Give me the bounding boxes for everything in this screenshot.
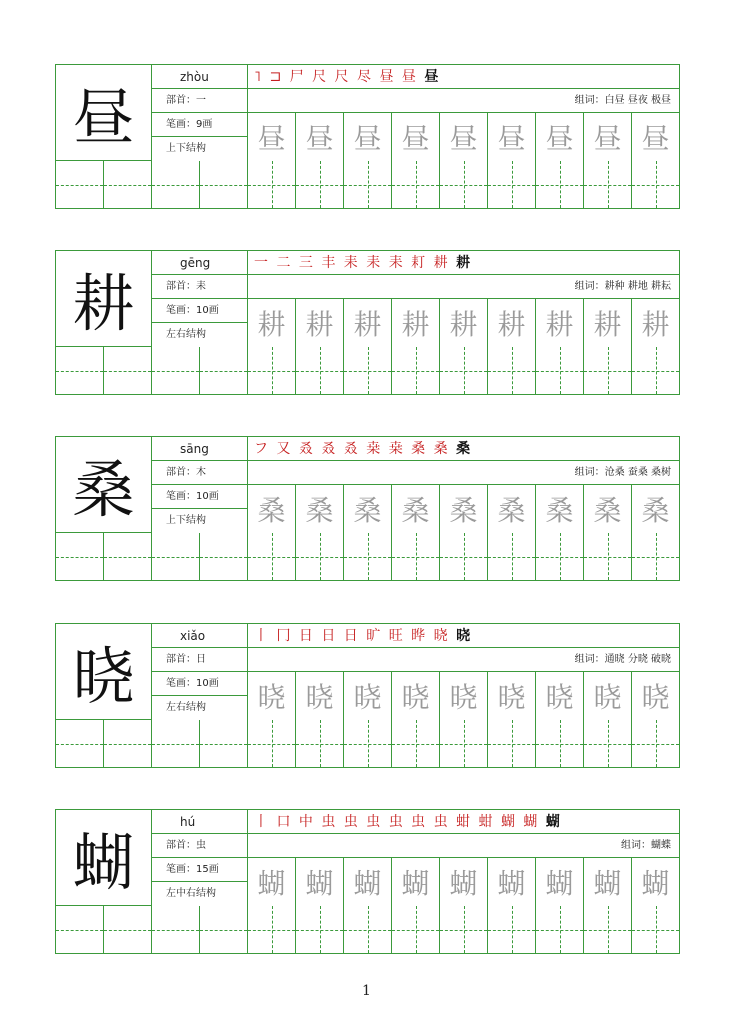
- practice-cell[interactable]: [391, 906, 439, 953]
- trace-character: 晓: [487, 672, 535, 720]
- practice-cell[interactable]: [631, 720, 679, 767]
- model-character: 桑: [56, 437, 152, 533]
- character-card: [55, 250, 680, 395]
- page-number: 1: [362, 983, 371, 999]
- practice-cell[interactable]: [199, 906, 247, 953]
- practice-cell[interactable]: [487, 906, 535, 953]
- character-info: [152, 437, 248, 533]
- model-character: 蝴: [56, 810, 152, 906]
- practice-cell[interactable]: [343, 533, 391, 580]
- trace-character: 耕: [439, 299, 487, 347]
- practice-cell[interactable]: [295, 720, 343, 767]
- character-card: [55, 623, 680, 768]
- practice-cell[interactable]: [391, 720, 439, 767]
- trace-character: 耕: [343, 299, 391, 347]
- structure: 左右结构: [166, 702, 206, 713]
- radical: 部首：木: [152, 461, 247, 485]
- trace-character: 晓: [391, 672, 439, 720]
- trace-character: 蝴: [631, 858, 679, 906]
- trace-character: 昼: [391, 113, 439, 161]
- practice-cell[interactable]: [56, 161, 103, 208]
- stroke-order: [248, 65, 679, 89]
- tracing-row: [248, 858, 679, 906]
- pinyin: zhòu: [152, 65, 247, 89]
- stroke-count: 笔画：10画: [152, 672, 247, 696]
- model-character: 晓: [56, 624, 152, 720]
- stroke-sequence: フ 又 叒 叒 叒 桒 桒 桑 桑: [254, 441, 450, 457]
- word-examples: 组词：白昼 昼夜 极昼: [248, 89, 679, 113]
- practice-grid: [56, 720, 679, 767]
- trace-character: 昼: [439, 113, 487, 161]
- practice-cell[interactable]: [151, 347, 199, 394]
- structure: 上下结构: [166, 515, 206, 526]
- character-info: [152, 624, 248, 720]
- practice-cell[interactable]: [439, 161, 487, 208]
- trace-character: 耕: [535, 299, 583, 347]
- trace-character: 桑: [487, 485, 535, 533]
- trace-character: 桑: [343, 485, 391, 533]
- trace-character: 蝴: [583, 858, 631, 906]
- stroke-sequence: ˥ ⊐ 尸 尺 尺 尽 昼 昼: [254, 69, 418, 85]
- stroke-count: 笔画：15画: [152, 858, 247, 882]
- character-info: [152, 65, 248, 161]
- character-card: [55, 436, 680, 581]
- trace-character: 桑: [439, 485, 487, 533]
- stroke-sequence: 丨 口 中 虫 虫 虫 虫 虫 虫 蚶 蚶 蝴 蝴: [254, 814, 540, 830]
- radical: 部首：耒: [152, 275, 247, 299]
- trace-character: 晓: [295, 672, 343, 720]
- trace-character: 耕: [487, 299, 535, 347]
- practice-cell[interactable]: [439, 720, 487, 767]
- trace-character: 晓: [439, 672, 487, 720]
- practice-cell[interactable]: [295, 533, 343, 580]
- trace-character: 蝴: [439, 858, 487, 906]
- practice-cell[interactable]: [535, 720, 583, 767]
- stroke-count: 笔画：10画: [152, 485, 247, 509]
- practice-cell[interactable]: [56, 533, 103, 580]
- practice-cell[interactable]: [583, 720, 631, 767]
- trace-character: 晓: [257, 681, 286, 714]
- trace-character: 昼: [343, 113, 391, 161]
- trace-character: 耕: [257, 308, 286, 341]
- practice-grid: [56, 533, 679, 580]
- practice-cell[interactable]: [56, 906, 103, 953]
- practice-cell[interactable]: [103, 533, 151, 580]
- practice-cell[interactable]: [103, 347, 151, 394]
- stroke-order: [248, 810, 679, 834]
- practice-cell[interactable]: [487, 533, 535, 580]
- practice-cell[interactable]: [535, 906, 583, 953]
- practice-cell[interactable]: [343, 906, 391, 953]
- practice-cell[interactable]: [631, 906, 679, 953]
- trace-character: 晓: [583, 672, 631, 720]
- pinyin: xiǎo: [152, 624, 247, 648]
- stroke-final: 桑: [456, 441, 473, 457]
- practice-cell[interactable]: [343, 161, 391, 208]
- trace-character: 桑: [391, 485, 439, 533]
- practice-cell[interactable]: [103, 720, 151, 767]
- tracing-row: [248, 299, 679, 347]
- practice-cell[interactable]: [343, 347, 391, 394]
- practice-cell[interactable]: [103, 906, 151, 953]
- practice-cell[interactable]: [391, 533, 439, 580]
- pinyin: hú: [152, 810, 247, 834]
- character-card: [55, 64, 680, 209]
- practice-cell[interactable]: [199, 347, 247, 394]
- pinyin: gēng: [152, 251, 247, 275]
- trace-character: 耕: [391, 299, 439, 347]
- model-character: 耕: [56, 251, 152, 347]
- practice-cell[interactable]: [391, 161, 439, 208]
- trace-character: 蝴: [487, 858, 535, 906]
- trace-character: 蝴: [295, 858, 343, 906]
- tracing-row: [248, 485, 679, 533]
- character-info: [152, 251, 248, 347]
- tracing-row: [248, 113, 679, 161]
- trace-character: 晓: [343, 672, 391, 720]
- model-character: 昼: [56, 65, 152, 161]
- structure: 左右结构: [166, 329, 206, 340]
- practice-cell[interactable]: [56, 347, 103, 394]
- character-info: [152, 810, 248, 906]
- trace-character: 蝴: [343, 858, 391, 906]
- word-examples: 组词：通晓 分晓 破晓: [248, 648, 679, 672]
- practice-cell[interactable]: [247, 347, 295, 394]
- practice-cell[interactable]: [391, 347, 439, 394]
- practice-cell[interactable]: [151, 161, 199, 208]
- radical: 部首：日: [152, 648, 247, 672]
- stroke-count: 笔画：10画: [152, 299, 247, 323]
- character-card: [55, 809, 680, 954]
- practice-cell[interactable]: [199, 161, 247, 208]
- practice-cell[interactable]: [247, 720, 295, 767]
- practice-cell[interactable]: [439, 906, 487, 953]
- structure: 上下结构: [166, 143, 206, 154]
- practice-cell[interactable]: [583, 906, 631, 953]
- practice-cell[interactable]: [631, 161, 679, 208]
- practice-cell[interactable]: [487, 161, 535, 208]
- trace-character: 蝴: [257, 867, 286, 900]
- trace-character: 晓: [535, 672, 583, 720]
- stroke-sequence: 丨 冂 日 日 日 旷 旺 晔 晓: [254, 628, 450, 644]
- trace-character: 桑: [631, 485, 679, 533]
- tracing-row: [248, 672, 679, 720]
- practice-cell[interactable]: [199, 720, 247, 767]
- trace-character: 蝴: [535, 858, 583, 906]
- trace-character: 晓: [631, 672, 679, 720]
- stroke-final: 晓: [456, 628, 473, 644]
- trace-character: 耕: [631, 299, 679, 347]
- practice-cell[interactable]: [151, 720, 199, 767]
- practice-cell[interactable]: [151, 906, 199, 953]
- practice-cell[interactable]: [535, 347, 583, 394]
- trace-character: 耕: [583, 299, 631, 347]
- practice-cell[interactable]: [583, 347, 631, 394]
- practice-cell[interactable]: [247, 533, 295, 580]
- stroke-count: 笔画：9画: [152, 113, 247, 137]
- practice-cell[interactable]: [247, 161, 295, 208]
- trace-character: 桑: [295, 485, 343, 533]
- stroke-order: [248, 437, 679, 461]
- practice-cell[interactable]: [583, 161, 631, 208]
- practice-cell[interactable]: [343, 720, 391, 767]
- practice-cell[interactable]: [295, 347, 343, 394]
- practice-cell[interactable]: [631, 347, 679, 394]
- trace-character: 耕: [295, 299, 343, 347]
- trace-character: 昼: [257, 122, 286, 155]
- word-examples: 组词：蝴蝶: [248, 834, 679, 858]
- practice-cell[interactable]: [535, 161, 583, 208]
- trace-character: 桑: [535, 485, 583, 533]
- stroke-final: 蝴: [545, 814, 562, 830]
- practice-cell[interactable]: [583, 533, 631, 580]
- trace-character: 桑: [257, 494, 286, 527]
- trace-character: 蝴: [391, 858, 439, 906]
- practice-cell[interactable]: [151, 533, 199, 580]
- stroke-final: 耕: [456, 255, 473, 271]
- practice-cell[interactable]: [295, 906, 343, 953]
- trace-character: 昼: [535, 113, 583, 161]
- trace-character: 桑: [583, 485, 631, 533]
- trace-character: 昼: [295, 113, 343, 161]
- stroke-order: [248, 624, 679, 648]
- practice-cell[interactable]: [295, 161, 343, 208]
- stroke-final: 昼: [424, 69, 441, 85]
- trace-character: 昼: [487, 113, 535, 161]
- practice-cell[interactable]: [56, 720, 103, 767]
- pinyin: sāng: [152, 437, 247, 461]
- stroke-order: [248, 251, 679, 275]
- practice-grid: [56, 906, 679, 953]
- practice-cell[interactable]: [535, 533, 583, 580]
- practice-cell[interactable]: [487, 720, 535, 767]
- radical: 部首：虫: [152, 834, 247, 858]
- trace-character: 昼: [583, 113, 631, 161]
- stroke-sequence: 一 二 三 丰 耒 耒 耒 耓 耕: [254, 255, 450, 271]
- practice-cell[interactable]: [103, 161, 151, 208]
- practice-cell[interactable]: [439, 347, 487, 394]
- practice-cell[interactable]: [631, 533, 679, 580]
- practice-grid: [56, 347, 679, 394]
- practice-cell[interactable]: [247, 906, 295, 953]
- word-examples: 组词：沧桑 蚕桑 桑树: [248, 461, 679, 485]
- structure: 左中右结构: [166, 888, 216, 899]
- practice-grid: [56, 161, 679, 208]
- practice-cell[interactable]: [439, 533, 487, 580]
- radical: 部首：一: [152, 89, 247, 113]
- practice-cell[interactable]: [199, 533, 247, 580]
- trace-character: 昼: [631, 113, 679, 161]
- word-examples: 组词：耕种 耕地 耕耘: [248, 275, 679, 299]
- practice-cell[interactable]: [487, 347, 535, 394]
